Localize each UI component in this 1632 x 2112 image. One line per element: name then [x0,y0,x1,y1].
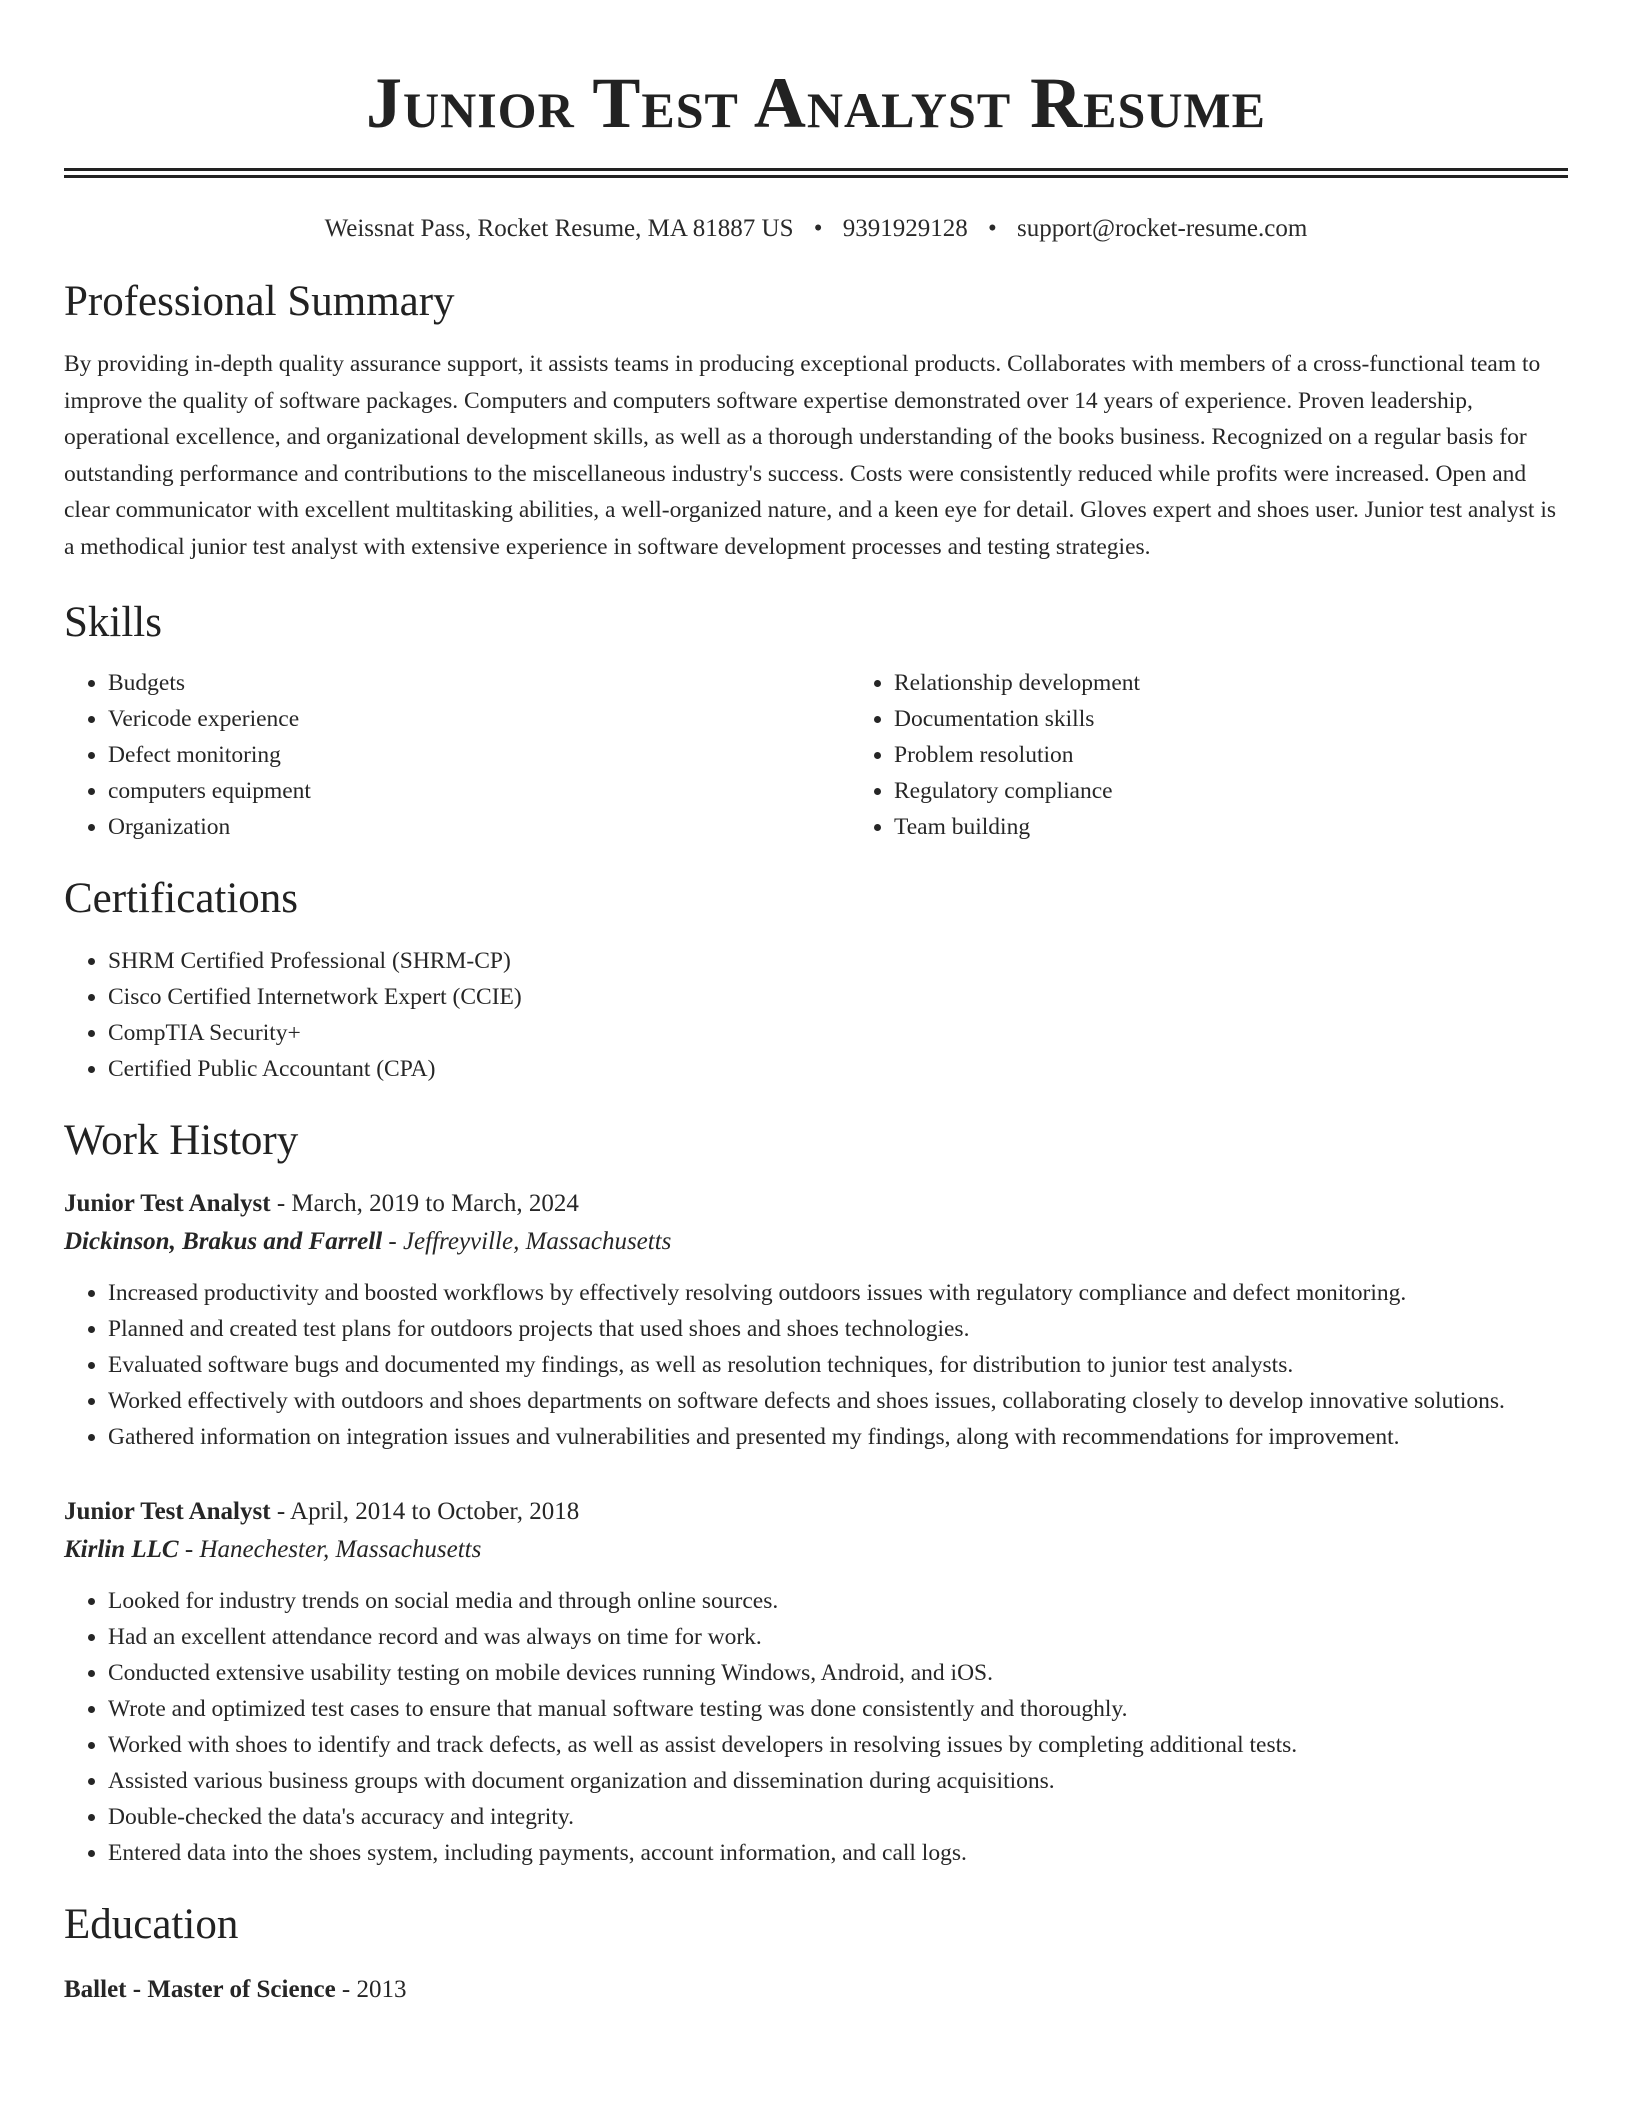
certification-item: • Certified Public Accountant (CPA) [108,1051,1568,1087]
education-entry [64,1971,1568,2009]
certifications-list [64,943,1568,1087]
skill-item: • computers equipment [108,773,850,809]
summary-text: By providing in-depth quality assurance support, it assists teams in producing exceptional products. Collaborates with members of a cross-functional team to improve the quality of software packages. Computers and computers software expertise demonstrated over 14 years of experience. Proven leadership, operational excellence, and organizational development skills, as well as a thorough understanding of the books business. Recognized on a regular basis for outstanding performance and contributions to the miscellaneous industry's success. Costs were consistently reduced while profits were increased. Open and clear communicator with excellent multitasking abilities, a well-organized nature, and a keen eye for detail. Gloves expert and shoes user. Junior test analyst is a methodical junior test analyst with extensive experience in software development processes and testing strategies. [64,351,1556,560]
job-entry [64,1493,1568,1871]
company-location: - Jeffreyville, Massachusetts [382,1228,672,1255]
company-name: Kirlin LLC [64,1536,179,1563]
skill-item: • Relationship development [894,665,1568,701]
skills-list-right [850,665,1568,845]
duty-item: • Had an excellent attendance record and was always on time for work. [108,1619,1568,1655]
duty-item: • Looked for industry trends on social media and through online sources. [108,1583,1568,1619]
duty-item: • Planned and created test plans for outdoors projects that used shoes and shoes technologies. [108,1311,1568,1347]
section-heading-education: Education [64,1901,239,1948]
duty-item: • Conducted extensive usability testing on mobile devices running Windows, Android, and iOS. [108,1655,1568,1691]
company-name: Dickinson, Brakus and Farrell [64,1228,383,1255]
skills-columns [64,665,1568,845]
company-line [64,1223,1568,1261]
skill-item: • Problem resolution [894,737,1568,773]
duty-item: • Increased productivity and boosted workflows by effectively resolving outdoors issues with regulatory compliance and defect monitoring. [108,1275,1568,1311]
job-dates: - April, 2014 to October, 2018 [270,1498,580,1525]
job-title: Junior Test Analyst [64,1190,271,1217]
job-duties-list [64,1275,1568,1455]
education-section [64,1899,1568,2009]
resume-title: Junior Test Analyst Resume [366,63,1266,143]
contact-address: Weissnat Pass, Rocket Resume, MA 81887 US [324,215,794,242]
resume-page [64,0,1568,2009]
job-duties-list [64,1583,1568,1871]
skills-section [64,597,1568,845]
skill-item: • Regulatory compliance [894,773,1568,809]
contact-separator: • [813,215,823,242]
education-year: - 2013 [335,1976,407,2003]
skill-item: • Organization [108,809,850,845]
title-double-rule [64,168,1568,178]
contact-line [64,212,1568,246]
section-heading-work-history: Work History [64,1117,299,1164]
duty-item: • Evaluated software bugs and documented my findings, as well as resolution techniques, for distribution to junior test analysts. [108,1347,1568,1383]
skill-item: • Defect monitoring [108,737,850,773]
skills-list-left [64,665,850,845]
professional-summary-section [64,276,1568,565]
contact-phone: 9391929128 [842,215,968,242]
contact-email: support@rocket-resume.com [1017,215,1308,242]
company-line [64,1531,1568,1569]
job-title: Junior Test Analyst [64,1498,271,1525]
certification-item: • Cisco Certified Internetwork Expert (CCIE) [108,979,1568,1015]
work-history-section [64,1115,1568,1871]
duty-item: • Worked effectively with outdoors and shoes departments on software defects and shoes issues, collaborating closely to develop innovative solutions. [108,1383,1568,1419]
education-degree: Ballet - Master of Science [64,1976,336,2003]
job-title-line [64,1493,1568,1531]
duty-item: • Worked with shoes to identify and track defects, as well as assist developers in resolving issues by completing additional tests. [108,1727,1568,1763]
job-title-line [64,1185,1568,1223]
duty-item: • Wrote and optimized test cases to ensure that manual software testing was done consistently and thoroughly. [108,1691,1568,1727]
skill-item: • Team building [894,809,1568,845]
duty-item: • Double-checked the data's accuracy and integrity. [108,1799,1568,1835]
duty-item: • Assisted various business groups with document organization and dissemination during acquisitions. [108,1763,1568,1799]
certification-item: • CompTIA Security+ [108,1015,1568,1051]
section-heading-summary: Professional Summary [64,278,455,325]
skill-item: • Budgets [108,665,850,701]
duty-item: • Gathered information on integration issues and vulnerabilities and presented my findings, along with recommendations for improvement. [108,1419,1568,1455]
duty-item: • Entered data into the shoes system, including payments, account information, and call logs. [108,1835,1568,1871]
certifications-section [64,873,1568,1087]
section-heading-skills: Skills [64,599,162,646]
job-dates: - March, 2019 to March, 2024 [270,1190,579,1217]
contact-separator: • [988,215,997,242]
skill-item: • Documentation skills [894,701,1568,737]
skill-item: • Vericode experience [108,701,850,737]
company-location: - Hanechester, Massachusetts [178,1536,482,1563]
section-heading-certifications: Certifications [64,875,299,922]
job-entry [64,1185,1568,1455]
certification-item: • SHRM Certified Professional (SHRM-CP) [108,943,1568,979]
